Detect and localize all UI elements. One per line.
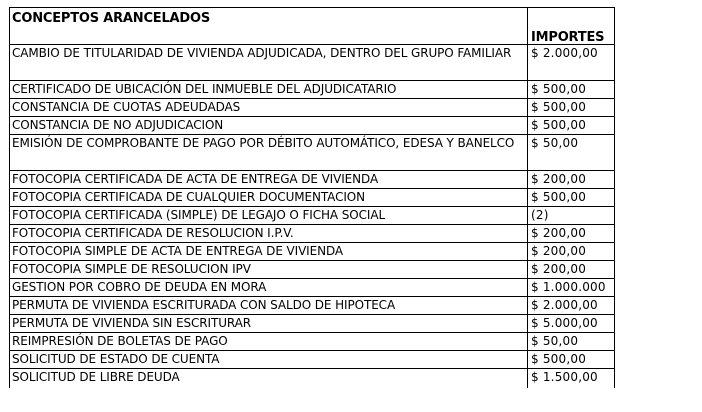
row-amount: $ 200,00 [531,172,587,186]
table-row [10,99,614,117]
table-header [10,8,614,45]
row-concept: CONSTANCIA DE CUOTAS ADEUDADAS [12,100,241,114]
row-concept: FOTOCOPIA CERTIFICADA DE RESOLUCION I.P.V. [12,226,294,240]
row-amount: (2) [531,208,549,222]
row-concept: FOTOCOPIA SIMPLE DE ACTA DE ENTREGA DE VIVIENDA [12,244,344,258]
row-concept: SOLICITUD DE ESTADO DE CUENTA [12,352,220,366]
row-concept: FOTOCOPIA CERTIFICADA (SIMPLE) DE LEGAJO O FICHA SOCIAL [12,208,386,222]
row-concept: PERMUTA DE VIVIENDA ESCRITURADA CON SALDO DE HIPOTECA [12,298,396,312]
tariff-table [9,7,615,388]
table-row [10,315,614,333]
table-row [10,45,614,81]
table-row [10,171,614,189]
row-amount: $ 200,00 [531,226,587,240]
row-amount: $ 500,00 [531,82,587,96]
header-concepts: CONCEPTOS ARANCELADOS [12,11,211,26]
table-row [10,135,614,171]
header-importes: IMPORTES [531,30,605,45]
row-concept: FOTOCOPIA CERTIFICADA DE ACTA DE ENTREGA DE VIVIENDA [12,172,379,186]
row-amount: $ 200,00 [531,244,587,258]
row-amount: $ 5.000,00 [531,316,598,330]
row-concept: CONSTANCIA DE NO ADJUDICACION [12,118,224,132]
row-amount: $ 50,00 [531,136,579,150]
table-row [10,225,614,243]
row-amount: $ 500,00 [531,190,587,204]
table-row [10,243,614,261]
row-concept: GESTION POR COBRO DE DEUDA EN MORA [12,280,267,294]
table-row [10,81,614,99]
row-amount: $ 1.500,00 [531,370,598,384]
table-row [10,297,614,315]
row-amount: $ 50,00 [531,334,579,348]
row-amount: $ 2.000,00 [531,298,598,312]
row-amount: $ 2.000,00 [531,46,598,60]
row-amount: $ 500,00 [531,100,587,114]
table-row [10,189,614,207]
table-row [10,279,614,297]
row-concept: SOLICITUD DE LIBRE DEUDA [12,370,180,384]
row-amount: $ 500,00 [531,118,587,132]
row-concept: PERMUTA DE VIVIENDA SIN ESCRITURAR [12,316,251,330]
table-row [10,351,614,369]
row-concept: CAMBIO DE TITULARIDAD DE VIVIENDA ADJUDICADA, DENTRO DEL GRUPO FAMILIAR [12,46,512,60]
table-row [10,333,614,351]
row-amount: $ 1.000.000 [531,280,606,294]
row-amount: $ 500,00 [531,352,587,366]
row-concept: FOTOCOPIA CERTIFICADA DE CUALQUIER DOCUMENTACION [12,190,366,204]
row-concept: REIMPRESIÓN DE BOLETAS DE PAGO [12,334,228,348]
row-concept: FOTOCOPIA SIMPLE DE RESOLUCION IPV [12,262,251,276]
table-body [10,45,614,387]
table-row [10,207,614,225]
row-concept: EMISIÓN DE COMPROBANTE DE PAGO POR DÉBITO AUTOMÁTICO, EDESA Y BANELCO [12,136,515,150]
row-concept: CERTIFICADO DE UBICACIÓN DEL INMUEBLE DEL ADJUDICATARIO [12,82,397,96]
table-row [10,369,614,387]
table-row [10,261,614,279]
row-amount: $ 200,00 [531,262,587,276]
table-row [10,117,614,135]
